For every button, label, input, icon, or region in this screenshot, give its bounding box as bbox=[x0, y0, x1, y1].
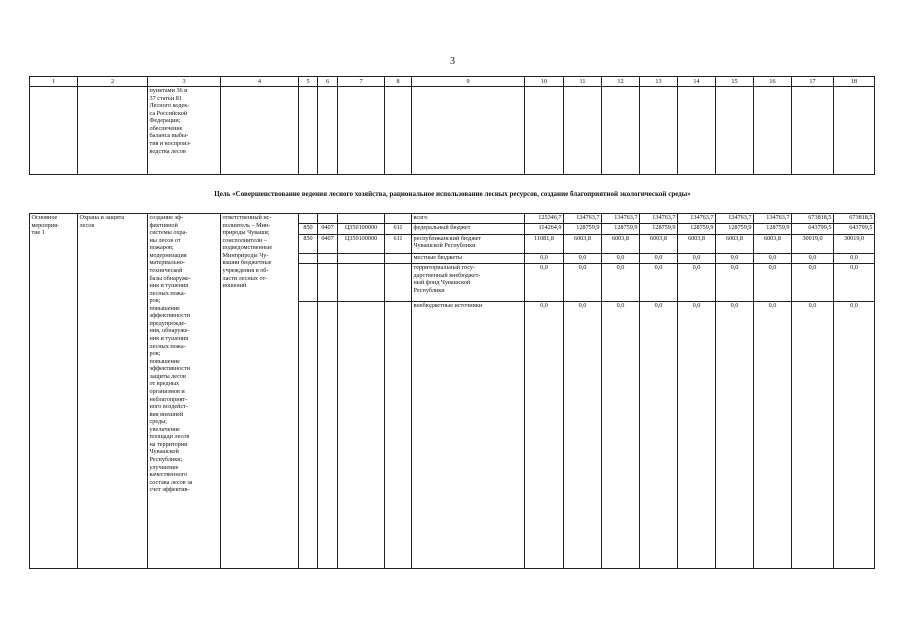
cell bbox=[30, 87, 78, 175]
cell bbox=[385, 87, 412, 175]
value-cell: 673818,5 bbox=[792, 214, 834, 224]
target-article-code bbox=[338, 264, 385, 302]
value-cell: 0,0 bbox=[525, 254, 564, 264]
grbs-code bbox=[299, 214, 318, 224]
value-cell: 0,0 bbox=[525, 302, 564, 569]
upper-col-number: 1 bbox=[30, 77, 78, 87]
section-code bbox=[318, 302, 338, 569]
upper-col-number: 3 bbox=[148, 77, 221, 87]
upper-col-number: 2 bbox=[78, 77, 148, 87]
expense-type-code: 611 bbox=[385, 224, 412, 234]
main-event-executors: ответственный ис- полнитель – Мин- природы Чуваши; соисполнители – подведомственные Минприроды Чу- вашии бюджетные учреждения в об- ласти лесных от- ношений bbox=[221, 214, 299, 569]
value-cell: 125346,7 bbox=[525, 214, 564, 224]
upper-col-number: 6 bbox=[318, 77, 338, 87]
value-cell: 0,0 bbox=[716, 302, 754, 569]
section-code: 0407 bbox=[318, 234, 338, 253]
value-cell: 128759,9 bbox=[602, 224, 640, 234]
value-cell: 6003,8 bbox=[602, 234, 640, 253]
grbs-code bbox=[299, 254, 318, 264]
value-cell: 128759,9 bbox=[716, 224, 754, 234]
value-cell: 128759,9 bbox=[678, 224, 716, 234]
value-cell: 0,0 bbox=[792, 254, 834, 264]
cell bbox=[338, 87, 385, 175]
grbs-code: 850 bbox=[299, 234, 318, 253]
cell bbox=[792, 87, 834, 175]
target-article-code bbox=[338, 254, 385, 264]
expense-type-code bbox=[385, 254, 412, 264]
cell bbox=[564, 87, 602, 175]
value-cell: 6003,8 bbox=[640, 234, 678, 253]
grbs-code bbox=[299, 264, 318, 302]
cell bbox=[221, 87, 299, 175]
value-cell: 30019,0 bbox=[834, 234, 875, 253]
value-cell: 0,0 bbox=[754, 302, 792, 569]
upper-activity-text: пунктами 36 и 37 статьи 81 Лесного кодек- са Российской Федерации; обеспечение баланса выбы- тия и воспроиз- водства лесов bbox=[148, 87, 221, 175]
upper-col-number: 16 bbox=[754, 77, 792, 87]
section-code bbox=[318, 214, 338, 224]
value-cell: 0,0 bbox=[834, 264, 875, 302]
target-article-code bbox=[338, 214, 385, 224]
funding-source: федеральный бюджет bbox=[412, 224, 525, 234]
value-cell: 128759,9 bbox=[564, 224, 602, 234]
grbs-code bbox=[299, 302, 318, 569]
value-cell: 128759,9 bbox=[640, 224, 678, 234]
funding-source: всего bbox=[412, 214, 525, 224]
page-number: 3 bbox=[450, 56, 455, 67]
cell bbox=[318, 87, 338, 175]
upper-col-number: 17 bbox=[792, 77, 834, 87]
value-cell: 6003,8 bbox=[678, 234, 716, 253]
value-cell: 11081,8 bbox=[525, 234, 564, 253]
cell bbox=[412, 87, 525, 175]
upper-col-number: 10 bbox=[525, 77, 564, 87]
value-cell: 6003,8 bbox=[564, 234, 602, 253]
main-table bbox=[29, 213, 875, 569]
upper-content-row bbox=[30, 87, 875, 175]
funding-source: территориальный госу- дарственный внебюджет- ный фонд Чувашской Республики bbox=[412, 264, 525, 302]
upper-table bbox=[29, 76, 875, 175]
expense-type-code bbox=[385, 302, 412, 569]
value-cell: 0,0 bbox=[678, 254, 716, 264]
value-cell: 0,0 bbox=[834, 254, 875, 264]
value-cell: 0,0 bbox=[716, 254, 754, 264]
value-cell: 128759,9 bbox=[754, 224, 792, 234]
value-cell: 134763,7 bbox=[602, 214, 640, 224]
value-cell: 0,0 bbox=[716, 264, 754, 302]
value-cell: 134763,7 bbox=[754, 214, 792, 224]
funding-source: внебюджетные источники bbox=[412, 302, 525, 569]
value-cell: 0,0 bbox=[564, 264, 602, 302]
main-event-label: Основное мероприя- тие 1 bbox=[30, 214, 78, 569]
upper-col-number: 11 bbox=[564, 77, 602, 87]
value-cell: 30019,0 bbox=[792, 234, 834, 253]
upper-col-number: 4 bbox=[221, 77, 299, 87]
main-event-description: создание эф- фективной системы охра- ны лесов от пожаров; модернизация материально- технической базы обнаруже- ния и тушения лесных пожа- ров; повышение эффективности предупрежде- ния, обнаруже- ния и тушения лесных пожа- ров; повышение эффективности защиты лесов от вредных организмов и неблагоприят- ного воздейст- вия внешней среды; увеличение площади лесов на территории Чувашской Республики; улучшение качественного состава лесов за счет эффектив- bbox=[148, 214, 221, 569]
upper-col-number: 7 bbox=[338, 77, 385, 87]
value-cell: 0,0 bbox=[564, 254, 602, 264]
table-row bbox=[30, 214, 875, 224]
upper-col-number: 12 bbox=[602, 77, 640, 87]
grbs-code: 850 bbox=[299, 224, 318, 234]
upper-col-number: 18 bbox=[834, 77, 875, 87]
value-cell: 0,0 bbox=[792, 302, 834, 569]
value-cell: 134763,7 bbox=[678, 214, 716, 224]
value-cell: 0,0 bbox=[640, 264, 678, 302]
cell bbox=[678, 87, 716, 175]
target-article-code: Ц350100000 bbox=[338, 234, 385, 253]
value-cell: 0,0 bbox=[602, 302, 640, 569]
section-code bbox=[318, 254, 338, 264]
value-cell: 0,0 bbox=[834, 302, 875, 569]
funding-source: республиканский бюджет Чувашской Республики bbox=[412, 234, 525, 253]
expense-type-code bbox=[385, 264, 412, 302]
value-cell: 134763,7 bbox=[716, 214, 754, 224]
expense-type-code: 611 bbox=[385, 234, 412, 253]
cell bbox=[602, 87, 640, 175]
value-cell: 0,0 bbox=[602, 264, 640, 302]
value-cell: 134763,7 bbox=[640, 214, 678, 224]
cell bbox=[716, 87, 754, 175]
value-cell: 6003,8 bbox=[754, 234, 792, 253]
cell bbox=[834, 87, 875, 175]
upper-col-number: 13 bbox=[640, 77, 678, 87]
value-cell: 643799,5 bbox=[834, 224, 875, 234]
value-cell: 114264,9 bbox=[525, 224, 564, 234]
value-cell: 0,0 bbox=[792, 264, 834, 302]
value-cell: 0,0 bbox=[525, 264, 564, 302]
cell bbox=[640, 87, 678, 175]
funding-source: местные бюджеты bbox=[412, 254, 525, 264]
value-cell: 0,0 bbox=[564, 302, 602, 569]
target-article-code: Ц350100000 bbox=[338, 224, 385, 234]
upper-col-number: 5 bbox=[299, 77, 318, 87]
section-code bbox=[318, 264, 338, 302]
goal-heading: Цель «Совершенствование ведения лесного хозяйства, рациональное использование лесных ресурсов, создание благоприятной экологической среды» bbox=[214, 190, 691, 198]
value-cell: 0,0 bbox=[678, 302, 716, 569]
upper-col-number: 14 bbox=[678, 77, 716, 87]
value-cell: 643799,5 bbox=[792, 224, 834, 234]
cell bbox=[299, 87, 318, 175]
cell bbox=[78, 87, 148, 175]
upper-col-number: 15 bbox=[716, 77, 754, 87]
upper-col-number: 9 bbox=[412, 77, 525, 87]
value-cell: 0,0 bbox=[754, 264, 792, 302]
expense-type-code bbox=[385, 214, 412, 224]
value-cell: 0,0 bbox=[754, 254, 792, 264]
cell bbox=[525, 87, 564, 175]
value-cell: 0,0 bbox=[640, 254, 678, 264]
value-cell: 134763,7 bbox=[564, 214, 602, 224]
section-code: 0407 bbox=[318, 224, 338, 234]
value-cell: 673818,5 bbox=[834, 214, 875, 224]
value-cell: 0,0 bbox=[678, 264, 716, 302]
cell bbox=[754, 87, 792, 175]
target-article-code bbox=[338, 302, 385, 569]
main-event-title: Охрана и защита лесов bbox=[78, 214, 148, 569]
value-cell: 0,0 bbox=[640, 302, 678, 569]
value-cell: 6003,8 bbox=[716, 234, 754, 253]
value-cell: 0,0 bbox=[602, 254, 640, 264]
upper-header-row bbox=[30, 77, 875, 87]
upper-col-number: 8 bbox=[385, 77, 412, 87]
